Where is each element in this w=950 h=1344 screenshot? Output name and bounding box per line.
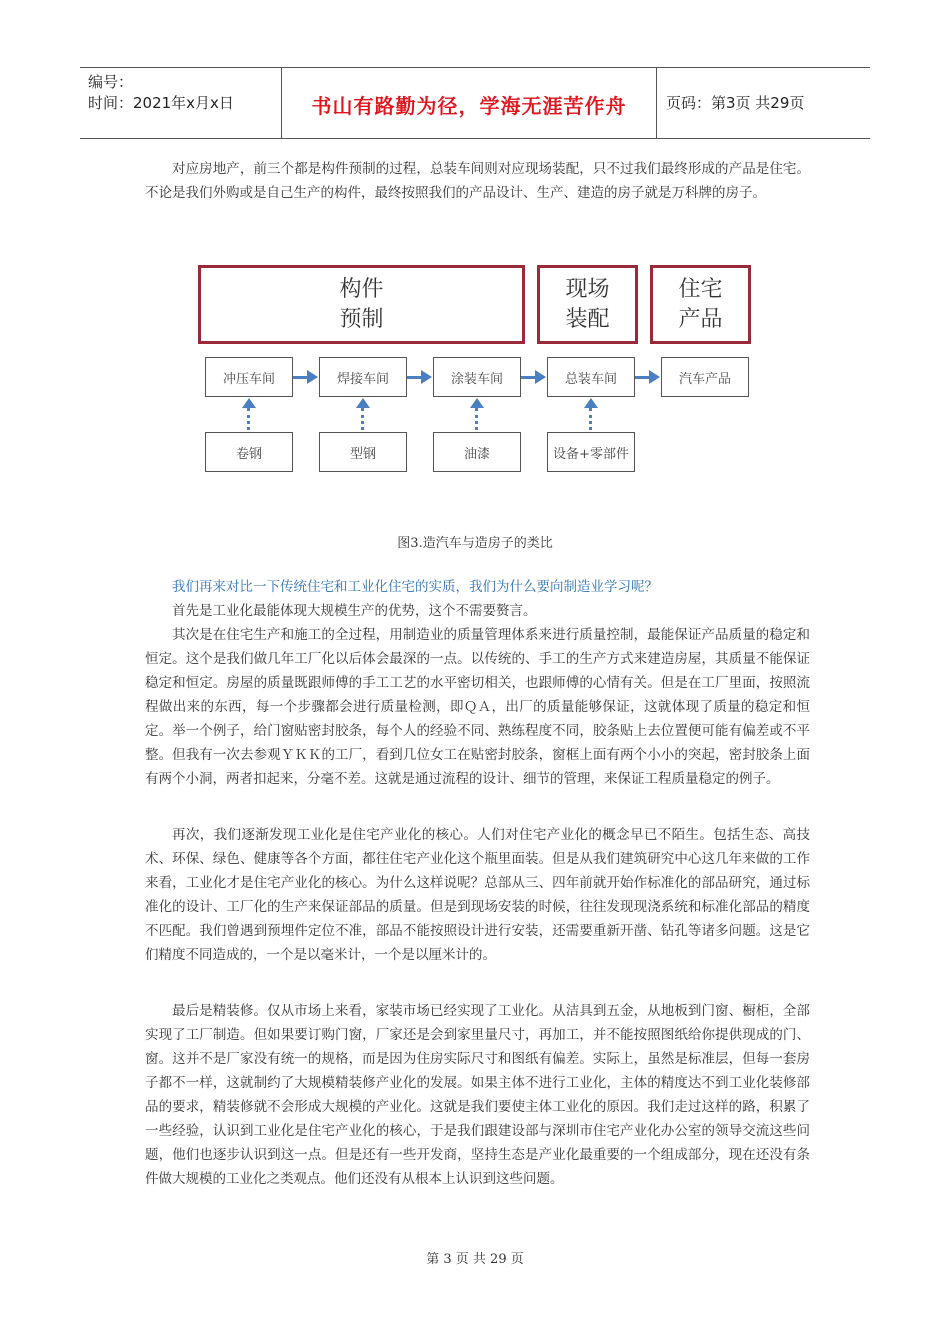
- body-paragraph: 再次，我们逐渐发现工业化是住宅产业化的核心。人们对住宅产业化的概念早已不陌生。包括生态、高技术、环保、绿色、健康等各个方面，都往住宅产业化这个瓶里面装。但是从我们建筑研究中心这几年来做的工作来看，工业化才是住宅产业化的核心。为什么这样说呢？总部从三、四年前就开始作标准化的部品研究，通过标准化的设计、工厂化的生产来保证部品的质量。但是到现场安装的时候，往往发现现浇系统和标准化部品的精度不匹配。我们曾遇到预埋件定位不准，部品不能按照设计进行安装，还需要重新开凿、钻孔等诸多问题。这是它们精度不同造成的，一个是以毫米计，一个是以厘米计的。: [145, 827, 810, 963]
- supply-arrow: [589, 408, 592, 430]
- header-page-number: 页码：第3页 共29页: [666, 94, 805, 112]
- section-question: 我们再来对比一下传统住宅和工业化住宅的实质，我们为什么要向制造业学习呢？: [172, 579, 658, 595]
- process-box: 冲压车间: [205, 357, 293, 397]
- process-box: 汽车产品: [661, 357, 749, 397]
- stage-label: 构件: [339, 276, 384, 302]
- header-divider: [656, 68, 657, 138]
- header-motto: 书山有路勤为径，学海无涯苦作舟: [311, 94, 627, 118]
- arrow-head: [307, 370, 318, 384]
- stage-label: 产品: [678, 306, 723, 332]
- header-meta: [88, 72, 283, 114]
- stage-label: 预制: [339, 306, 384, 332]
- body-paragraph: 其次是在住宅生产和施工的全过程，用制造业的质量管理体系来进行质量控制，最能保证产品质量的稳定和恒定。这个是我们做几年工厂化以后体会最深的一点。以传统的、手工的生产方式来建造房屋，其质量不能保证稳定和恒定。房屋的质量既跟师傅的手工工艺的水平密切相关，也跟师傅的心情有关。但是在工厂里面，按照流程做出来的东西，每一个步骤都会进行质量检测，即ＱＡ，出厂的质量能够保证，这就体现了质量的稳定和恒定。举一个例子，给门窗贴密封胶条，每个人的经验不同、熟练程度不同，胶条贴上去位置便可能有偏差或不平整。但我有一次去参观ＹＫＫ的工厂，看到几位女工在贴密封胶条，窗框上面有两个小小的突起，密封胶条上面有两个小洞，两者扣起来，分毫不差。这就是通过流程的设计、细节的管理，来保证工程质量稳定的例子。: [145, 627, 810, 787]
- material-box: 卷钢: [205, 432, 293, 472]
- arrow-head: [421, 370, 432, 384]
- stage-label: 住宅: [678, 276, 723, 302]
- arrow-head: [649, 370, 660, 384]
- arrow-head: [242, 398, 256, 408]
- stage-box-prefab: [198, 265, 525, 344]
- intro-paragraph: 对应房地产，前三个都是构件预制的过程，总装车间则对应现场装配，只不过我们最终形成的产品是住宅。不论是我们外购或是自己生产的构件，最终按照我们的产品设计、生产、建造的房子就是万科牌的房子。: [145, 161, 810, 201]
- number-label: 编号：: [88, 73, 134, 91]
- arrow-head: [584, 398, 598, 408]
- arrow-head: [356, 398, 370, 408]
- arrow-head: [470, 398, 484, 408]
- process-box: 涂装车间: [433, 357, 521, 397]
- page-header: [80, 67, 870, 139]
- body-paragraph: 首先是工业化最能体现大规模生产的优势，这个不需要赘言。: [172, 603, 537, 619]
- stage-label: 装配: [565, 306, 610, 332]
- material-box: 油漆: [433, 432, 521, 472]
- date-label: 时间：2021年x月x日: [88, 94, 234, 112]
- material-box: 型钢: [319, 432, 407, 472]
- supply-arrow: [361, 408, 364, 430]
- stage-box-product: [650, 265, 751, 344]
- supply-arrow: [247, 408, 250, 430]
- page-footer: 第 3 页 共 29 页: [426, 1252, 524, 1267]
- stage-label: 现场: [565, 276, 610, 302]
- material-box: 设备+零部件: [547, 432, 635, 472]
- supply-arrow: [475, 408, 478, 430]
- figure-caption: 图3.造汽车与造房子的类比: [397, 536, 553, 551]
- arrow-head: [535, 370, 546, 384]
- body-paragraph: 最后是精装修。仅从市场上来看，家装市场已经实现了工业化。从洁具到五金，从地板到门窗、橱柜，全部实现了工厂制造。但如果要订购门窗，厂家还是会到家里量尺寸，再加工，并不能按照图纸给你提供现成的门、窗。这并不是厂家没有统一的规格，而是因为住房实际尺寸和图纸有偏差。实际上，虽然是标准层，但每一套房子都不一样，这就制约了大规模精装修产业化的发展。如果主体不进行工业化，主体的精度达不到工业化装修部品的要求，精装修就不会形成大规模的产业化。这就是我们要使主体工业化的原因。我们走过这样的路，积累了一些经验，认识到工业化是住宅产业化的核心，于是我们跟建设部与深圳市住宅产业化办公室的领导交流这些问题，他们也逐步认识到这一点。但是还有一些开发商，坚持生态是产业化最重要的一个组成部分，现在还没有条件做大规模的工业化之类观点。他们还没有从根本上认识到这些问题。: [145, 1003, 810, 1187]
- stage-box-assembly: [537, 265, 638, 344]
- process-box: 焊接车间: [319, 357, 407, 397]
- process-box: 总装车间: [547, 357, 635, 397]
- car-house-analogy-diagram: [195, 262, 735, 477]
